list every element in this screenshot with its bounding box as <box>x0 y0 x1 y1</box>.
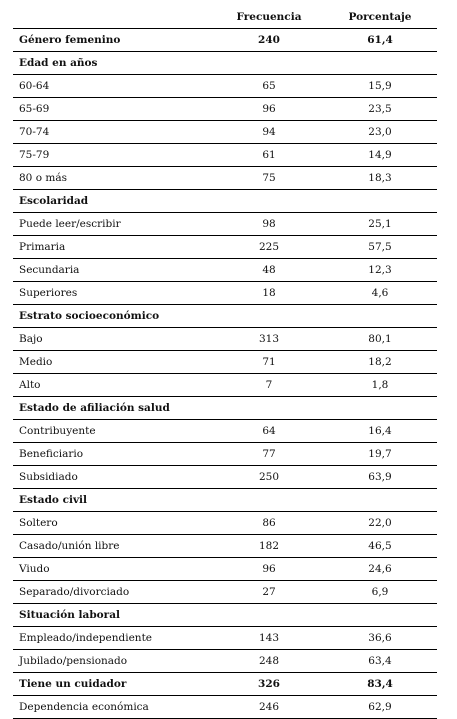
table-row <box>13 696 437 719</box>
row-label: Jubilado/pensionado <box>13 650 215 673</box>
row-frequency: 98 <box>215 213 323 236</box>
row-frequency: 18 <box>215 282 323 305</box>
header-label <box>13 6 215 29</box>
row-percentage: 24,6 <box>323 558 437 581</box>
row-label: 80 o más <box>13 167 215 190</box>
row-percentage: 23,5 <box>323 98 437 121</box>
row-frequency: 96 <box>215 98 323 121</box>
row-label: Estrato socioeconómico <box>13 305 215 328</box>
row-frequency: 143 <box>215 627 323 650</box>
row-percentage <box>323 52 437 75</box>
table-row <box>13 627 437 650</box>
table-row <box>13 351 437 374</box>
row-percentage: 62,9 <box>323 696 437 719</box>
row-percentage: 12,3 <box>323 259 437 282</box>
row-percentage: 36,6 <box>323 627 437 650</box>
row-frequency: 77 <box>215 443 323 466</box>
row-frequency: 71 <box>215 351 323 374</box>
table-row <box>13 420 437 443</box>
row-frequency: 326 <box>215 673 323 696</box>
table-row <box>13 581 437 604</box>
row-label: Medio <box>13 351 215 374</box>
row-frequency: 313 <box>215 328 323 351</box>
row-label: Escolaridad <box>13 190 215 213</box>
row-frequency: 65 <box>215 75 323 98</box>
table-header <box>13 6 437 29</box>
table-row <box>13 650 437 673</box>
section-row <box>13 397 437 420</box>
table-row <box>13 259 437 282</box>
demographics-table <box>13 6 437 719</box>
row-label: Estado civil <box>13 489 215 512</box>
row-percentage: 57,5 <box>323 236 437 259</box>
row-label: Superiores <box>13 282 215 305</box>
table-row <box>13 443 437 466</box>
row-percentage: 6,9 <box>323 581 437 604</box>
row-percentage: 15,9 <box>323 75 437 98</box>
row-label: Alto <box>13 374 215 397</box>
row-frequency <box>215 397 323 420</box>
row-label: Soltero <box>13 512 215 535</box>
row-label: 70-74 <box>13 121 215 144</box>
section-row <box>13 305 437 328</box>
row-frequency: 96 <box>215 558 323 581</box>
table-row <box>13 144 437 167</box>
row-frequency <box>215 604 323 627</box>
row-label: Secundaria <box>13 259 215 282</box>
row-label: Dependencia económica <box>13 696 215 719</box>
table-row <box>13 466 437 489</box>
row-label: Subsidiado <box>13 466 215 489</box>
section-row <box>13 673 437 696</box>
row-percentage: 14,9 <box>323 144 437 167</box>
table-row <box>13 282 437 305</box>
table-row <box>13 213 437 236</box>
table-row <box>13 328 437 351</box>
row-percentage: 22,0 <box>323 512 437 535</box>
row-label: Género femenino <box>13 29 215 52</box>
table-row <box>13 167 437 190</box>
table-row <box>13 512 437 535</box>
demographics-table-container <box>13 6 437 719</box>
row-percentage <box>323 604 437 627</box>
header-frequency: Frecuencia <box>215 6 323 29</box>
row-percentage: 46,5 <box>323 535 437 558</box>
row-label: Beneficiario <box>13 443 215 466</box>
row-percentage: 80,1 <box>323 328 437 351</box>
row-frequency: 240 <box>215 29 323 52</box>
table-row <box>13 98 437 121</box>
row-frequency: 246 <box>215 696 323 719</box>
row-percentage <box>323 397 437 420</box>
row-percentage: 4,6 <box>323 282 437 305</box>
row-frequency: 64 <box>215 420 323 443</box>
row-label: Contribuyente <box>13 420 215 443</box>
row-label: 75-79 <box>13 144 215 167</box>
row-frequency <box>215 489 323 512</box>
row-percentage: 25,1 <box>323 213 437 236</box>
header-percentage: Porcentaje <box>323 6 437 29</box>
row-percentage: 83,4 <box>323 673 437 696</box>
row-label: Situación laboral <box>13 604 215 627</box>
section-row <box>13 489 437 512</box>
row-frequency: 182 <box>215 535 323 558</box>
row-frequency: 86 <box>215 512 323 535</box>
row-frequency: 61 <box>215 144 323 167</box>
row-label: Primaria <box>13 236 215 259</box>
row-percentage: 63,9 <box>323 466 437 489</box>
row-percentage: 1,8 <box>323 374 437 397</box>
row-frequency: 94 <box>215 121 323 144</box>
section-row <box>13 190 437 213</box>
table-row <box>13 121 437 144</box>
row-frequency: 48 <box>215 259 323 282</box>
row-percentage: 16,4 <box>323 420 437 443</box>
row-percentage: 23,0 <box>323 121 437 144</box>
row-label: Casado/unión libre <box>13 535 215 558</box>
row-percentage <box>323 489 437 512</box>
section-row <box>13 29 437 52</box>
table-row <box>13 374 437 397</box>
row-label: Tiene un cuidador <box>13 673 215 696</box>
row-label: Puede leer/escribir <box>13 213 215 236</box>
row-percentage: 18,2 <box>323 351 437 374</box>
table-row <box>13 535 437 558</box>
row-frequency <box>215 305 323 328</box>
row-frequency: 75 <box>215 167 323 190</box>
row-label: Bajo <box>13 328 215 351</box>
table-row <box>13 558 437 581</box>
row-label: 60-64 <box>13 75 215 98</box>
row-percentage: 18,3 <box>323 167 437 190</box>
section-row <box>13 52 437 75</box>
row-label: Separado/divorciado <box>13 581 215 604</box>
row-percentage <box>323 190 437 213</box>
row-frequency: 7 <box>215 374 323 397</box>
row-label: Viudo <box>13 558 215 581</box>
row-percentage: 61,4 <box>323 29 437 52</box>
row-frequency: 250 <box>215 466 323 489</box>
row-frequency: 27 <box>215 581 323 604</box>
header-row <box>13 6 437 29</box>
row-label: 65-69 <box>13 98 215 121</box>
row-frequency <box>215 190 323 213</box>
row-frequency: 248 <box>215 650 323 673</box>
row-percentage: 19,7 <box>323 443 437 466</box>
table-row <box>13 75 437 98</box>
row-frequency: 225 <box>215 236 323 259</box>
row-label: Empleado/independiente <box>13 627 215 650</box>
row-percentage <box>323 305 437 328</box>
table-row <box>13 236 437 259</box>
section-row <box>13 604 437 627</box>
row-label: Edad en años <box>13 52 215 75</box>
table-body <box>13 29 437 719</box>
row-percentage: 63,4 <box>323 650 437 673</box>
row-label: Estado de afiliación salud <box>13 397 215 420</box>
row-frequency <box>215 52 323 75</box>
